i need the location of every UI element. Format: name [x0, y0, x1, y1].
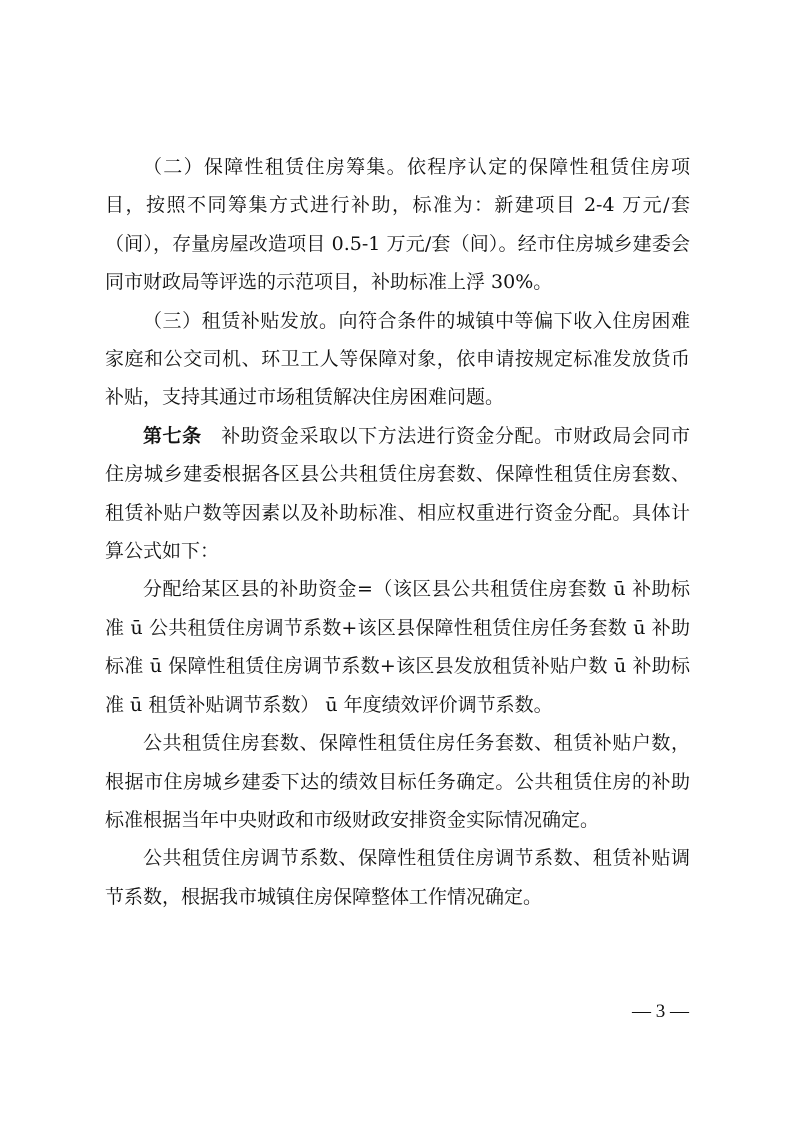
page-number: — 3 — — [632, 1001, 689, 1022]
document-body — [105, 148, 690, 916]
paragraph-rental-subsidy: （三）租赁补贴发放。向符合条件的城镇中等偏下收入住房困难家庭和公交司机、环卫工人等保障对象，依申请按规定标准发放货币补贴，支持其通过市场租赁解决住房困难问题。 — [105, 309, 690, 409]
article-heading: 第七条 — [143, 424, 202, 447]
paragraph-housing-supply: （二）保障性租赁住房筹集。依程序认定的保障性租赁住房项目，按照不同筹集方式进行补助，标准为：新建项目 2-4 万元/套（间），存量房屋改造项目 0.5-1 万元/套（间）。经市住房城乡建委会同市财政局等评选的示范项目，补助标准上浮 30%。 — [105, 156, 690, 294]
paragraph-article-seven: 第七条 补助资金采取以下方法进行资金分配。市财政局会同市住房城乡建委根据各区县公共租赁住房套数、保障性租赁住房套数、租赁补贴户数等因素以及补助标准、相应权重进行资金分配。具体计算公式如下： — [105, 424, 690, 563]
paragraph-coefficients: 公共租赁住房调节系数、保障性租赁住房调节系数、租赁补贴调节系数，根据我市城镇住房保障整体工作情况确定。 — [105, 847, 690, 908]
paragraph-counts-basis: 公共租赁住房套数、保障性租赁住房任务套数、租赁补贴户数，根据市住房城乡建委下达的绩效目标任务确定。公共租赁住房的补助标准根据当年中央财政和市级财政安排资金实际情况确定。 — [105, 732, 690, 831]
paragraph-formula: 分配给某区县的补助资金=（该区县公共租赁住房套数 ū 补助标准 ū 公共租赁住房调节系数+该区县保障性租赁住房任务套数 ū 补助标准 ū 保障性租赁住房调节系数+该区县发放租赁补贴户数 ū 补助标准 ū 租赁补贴调节系数） ū 年度绩效评价调节系数。 — [105, 578, 690, 716]
